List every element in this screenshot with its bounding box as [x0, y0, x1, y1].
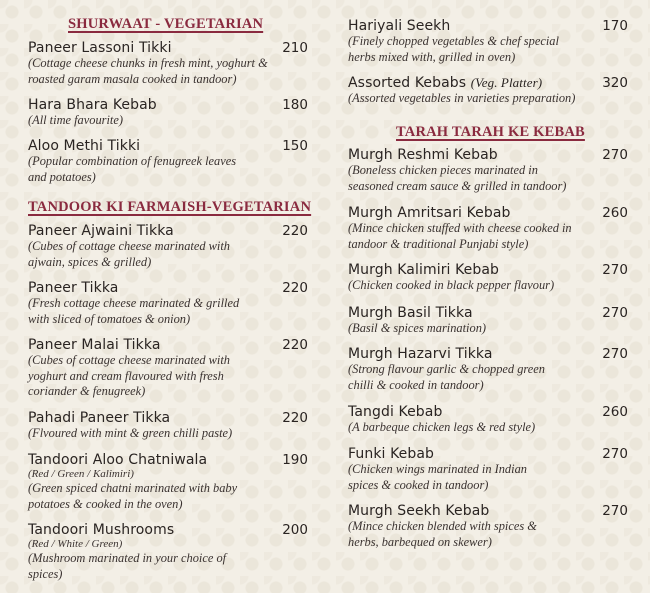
item-description: (Cubes of cottage cheese marinated with yoghurt and cream flavoured with fresh coriander & fenugreek)	[28, 353, 230, 398]
item-name: Murgh Basil Tikka	[348, 305, 473, 321]
item-name: Tandoori Aloo Chatniwala	[28, 452, 208, 468]
item-price: 210	[282, 40, 308, 56]
item-price: 270	[602, 346, 628, 362]
item-description: (Chicken cooked in black pepper flavour)	[348, 278, 555, 292]
menu-item	[348, 503, 628, 550]
item-description: (Fresh cottage cheese marinated & grilled with sliced of tomatoes & onion)	[28, 296, 240, 326]
item-name: Murgh Reshmi Kebab	[348, 147, 498, 163]
item-name: Tangdi Kebab	[348, 404, 443, 420]
item-name: Paneer Tikka	[28, 280, 119, 296]
section-heading-shurwaat: SHURWAAT - VEGETARIAN	[68, 16, 264, 32]
item-description: (Cottage cheese chunks in fresh mint, yoghurt & roasted garam masala cooked in tandoor)	[28, 56, 268, 86]
item-description: (Assorted vegetables in varieties preparation)	[348, 91, 576, 105]
item-name: Murgh Hazarvi Tikka	[348, 346, 493, 362]
menu-item	[348, 404, 628, 436]
item-description: (Flvoured with mint & green chilli paste)	[28, 426, 233, 440]
item-price: 270	[602, 305, 628, 321]
item-price: 270	[602, 262, 628, 278]
item-description: (Boneless chicken pieces marinated in seasoned cream sauce & grilled in tandoor)	[348, 163, 567, 193]
item-price: 270	[602, 503, 628, 519]
menu-item	[348, 262, 628, 294]
menu-item	[28, 138, 308, 185]
item-name: Pahadi Paneer Tikka	[28, 410, 171, 426]
menu-item	[28, 97, 308, 129]
item-name: Murgh Amritsari Kebab	[348, 205, 511, 221]
item-name: Tandoori Mushrooms	[28, 522, 175, 538]
item-price: 170	[602, 18, 628, 34]
menu-item	[28, 40, 308, 87]
item-description: (All time favourite)	[28, 113, 123, 127]
item-description: (Mushroom marinated in your choice of spices)	[28, 551, 227, 581]
item-description: (Strong flavour garlic & chopped green chilli & cooked in tandoor)	[348, 362, 545, 392]
section-heading-tarah: TARAH TARAH KE KEBAB	[396, 124, 585, 140]
item-name: Funki Kebab	[348, 446, 435, 462]
item-price: 270	[602, 446, 628, 462]
item-price: 220	[282, 223, 308, 239]
item-variants: (Red / White / Green)	[28, 538, 123, 550]
item-price: 180	[282, 97, 308, 113]
item-name: Hariyali Seekh	[348, 18, 451, 34]
section-heading-tandoor: TANDOOR KI FARMAISH-VEGETARIAN	[28, 199, 312, 215]
item-name: Aloo Methi Tikki	[28, 138, 141, 154]
item-price: 270	[602, 147, 628, 163]
item-description: (Mince chicken stuffed with cheese cooked in tandoor & traditional Punjabi style)	[348, 221, 572, 251]
item-name: Hara Bhara Kebab	[28, 97, 157, 113]
menu-item	[348, 18, 628, 65]
item-price: 320	[602, 75, 628, 91]
menu-item	[28, 522, 308, 582]
item-price: 200	[282, 522, 308, 538]
item-variants: (Red / Green / Kalimiri)	[28, 468, 134, 480]
menu-item	[348, 446, 628, 493]
item-price: 190	[282, 452, 308, 468]
item-name: Paneer Lassoni Tikki	[28, 40, 172, 56]
menu-item	[28, 337, 308, 400]
menu-item	[348, 147, 628, 194]
menu-item	[28, 410, 308, 442]
item-description: (Green spiced chatni marinated with baby potatoes & cooked in the oven)	[28, 481, 238, 511]
item-description: (A barbeque chicken legs & red style)	[348, 420, 536, 434]
item-name: Assorted Kebabs	[348, 75, 467, 91]
menu-item	[348, 346, 628, 393]
menu-item	[348, 305, 628, 337]
item-price: 220	[282, 337, 308, 353]
item-price: 220	[282, 280, 308, 296]
item-description: (Chicken wings marinated in Indian spices & cooked in tandoor)	[348, 462, 527, 492]
item-description: (Basil & spices marination)	[348, 321, 487, 335]
menu-item	[28, 280, 308, 327]
menu-item	[348, 205, 628, 252]
item-price: 260	[602, 205, 628, 221]
item-name: Murgh Kalimiri Kebab	[348, 262, 500, 278]
item-name: Paneer Ajwaini Tikka	[28, 223, 174, 239]
item-name: Paneer Malai Tikka	[28, 337, 161, 353]
item-price: 150	[282, 138, 308, 154]
item-description: (Mince chicken blended with spices & herbs, barbequed on skewer)	[348, 519, 537, 549]
menu-item	[28, 452, 308, 512]
item-price: 220	[282, 410, 308, 426]
item-description: (Cubes of cottage cheese marinated with ajwain, spices & grilled)	[28, 239, 230, 269]
item-description: (Popular combination of fenugreek leaves and potatoes)	[28, 154, 237, 184]
item-description: (Finely chopped vegetables & chef special herbs mixed with, grilled in oven)	[348, 34, 559, 64]
item-name-sub: (Veg. Platter)	[470, 75, 543, 90]
item-price: 260	[602, 404, 628, 420]
menu-item	[28, 223, 308, 270]
item-name: Murgh Seekh Kebab	[348, 503, 490, 519]
menu-item	[348, 75, 628, 107]
